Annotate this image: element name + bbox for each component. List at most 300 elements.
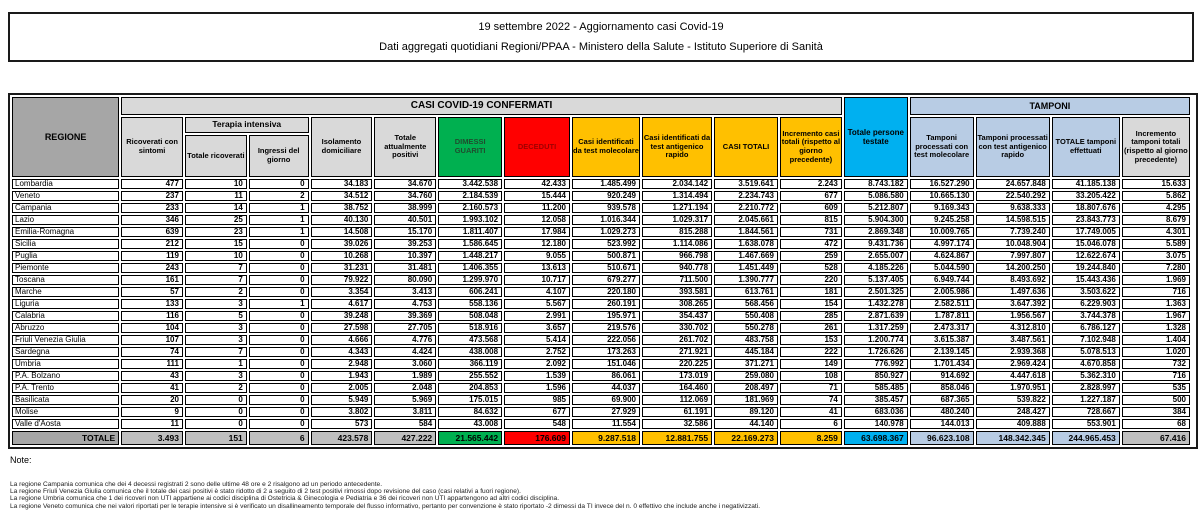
value-cell: 6.786.127 [1052, 323, 1120, 333]
value-cell: 2 [185, 287, 247, 297]
value-cell: 13.613 [504, 263, 570, 273]
value-cell: 483.758 [714, 335, 778, 345]
value-cell: 9.245.258 [910, 215, 974, 225]
value-cell: 219.576 [572, 323, 640, 333]
value-cell: 44.037 [572, 383, 640, 393]
column-header-totale-attualmente-positivi: Totale attualmente positivi [374, 117, 436, 177]
total-value-cell: 427.222 [374, 431, 436, 445]
value-cell: 1.969 [1122, 275, 1190, 285]
value-cell: 3.442.538 [438, 179, 502, 189]
value-cell: 1.844.561 [714, 227, 778, 237]
value-cell: 1.271.194 [642, 203, 712, 213]
value-cell: 2.869.348 [844, 227, 908, 237]
value-cell: 4.776 [374, 335, 436, 345]
total-value-cell: 21.565.442 [438, 431, 502, 445]
column-header-ingressi-del-giorno: Ingressi del giorno [249, 135, 309, 177]
value-cell: 12.622.674 [1052, 251, 1120, 261]
value-cell: 8.493.692 [976, 275, 1050, 285]
value-cell: 677 [780, 191, 842, 201]
note-line: La regione Campania comunica che dei 4 decessi registrati 2 sono delle ultime 48 ore e 2 risalgono ad un periodo antecedente. [10, 481, 383, 488]
value-cell: 140.978 [844, 419, 908, 429]
table-row [12, 203, 1190, 213]
total-value-cell: 9.287.518 [572, 431, 640, 445]
value-cell: 1 [249, 215, 309, 225]
value-cell: 1.432.278 [844, 299, 908, 309]
value-cell: 1.404 [1122, 335, 1190, 345]
total-value-cell: 8.259 [780, 431, 842, 445]
value-cell: 84.632 [438, 407, 502, 417]
total-section [12, 431, 1190, 445]
table-row [12, 359, 1190, 369]
total-value-cell: 22.169.273 [714, 431, 778, 445]
value-cell: 1.029.317 [642, 215, 712, 225]
value-cell: 3.503.622 [1052, 287, 1120, 297]
value-cell: 38.752 [311, 203, 373, 213]
total-label-cell: TOTALE [12, 431, 119, 445]
value-cell: 74 [780, 395, 842, 405]
total-value-cell: 148.342.345 [976, 431, 1050, 445]
value-cell: 22.540.292 [976, 191, 1050, 201]
value-cell: 477 [121, 179, 183, 189]
table-row [12, 311, 1190, 321]
total-value-cell: 6 [249, 431, 309, 445]
value-cell: 15.046.078 [1052, 239, 1120, 249]
value-cell: 518.916 [438, 323, 502, 333]
value-cell: 677 [504, 407, 570, 417]
value-cell: 5.212.807 [844, 203, 908, 213]
value-cell: 4.107 [504, 287, 570, 297]
region-name-cell: Sardegna [12, 347, 119, 357]
table-row [12, 395, 1190, 405]
value-cell: 776.992 [844, 359, 908, 369]
value-cell: 2.184.539 [438, 191, 502, 201]
value-cell: 815.288 [642, 227, 712, 237]
value-cell: 523.992 [572, 239, 640, 249]
value-cell: 3.413 [374, 287, 436, 297]
value-cell: 0 [249, 287, 309, 297]
value-cell: 16.527.290 [910, 179, 974, 189]
region-name-cell: P.A. Bolzano [12, 371, 119, 381]
region-name-cell: Puglia [12, 251, 119, 261]
value-cell: 445.184 [714, 347, 778, 357]
value-cell: 7.739.240 [976, 227, 1050, 237]
value-cell: 1.701.434 [910, 359, 974, 369]
value-cell: 1 [185, 359, 247, 369]
value-cell: 687.365 [910, 395, 974, 405]
value-cell: 41 [121, 383, 183, 393]
column-header-totale-persone-testate: Totale persone testate [844, 97, 908, 177]
value-cell: 1.467.669 [714, 251, 778, 261]
value-cell: 11 [185, 191, 247, 201]
value-cell: 285 [780, 311, 842, 321]
value-cell: 271.921 [642, 347, 712, 357]
value-cell: 243 [121, 263, 183, 273]
value-cell: 7.280 [1122, 263, 1190, 273]
value-cell: 248.427 [976, 407, 1050, 417]
value-cell: 472 [780, 239, 842, 249]
value-cell: 9.055 [504, 251, 570, 261]
group-header-casi-confermati: CASI COVID-19 CONFERMATI [121, 97, 842, 115]
value-cell: 89.120 [714, 407, 778, 417]
value-cell: 1.943 [311, 371, 373, 381]
column-header-incremento-casi: Incremento casi totali (rispetto al giorno precedente) [780, 117, 842, 177]
value-cell: 1.406.355 [438, 263, 502, 273]
title-line-source: Dati aggregati quotidiani Regioni/PPAA - Ministero della Salute - Istituto Superiore di Sanità [379, 40, 823, 53]
value-cell: 24.657.848 [976, 179, 1050, 189]
column-header-casi-test-antigenico: Casi identificati da test antigenico rapido [642, 117, 712, 177]
value-cell: 5.414 [504, 335, 570, 345]
value-cell: 354.437 [642, 311, 712, 321]
value-cell: 0 [249, 311, 309, 321]
column-header-regione: REGIONE [12, 97, 119, 177]
value-cell: 716 [1122, 287, 1190, 297]
value-cell: 3.647.392 [976, 299, 1050, 309]
table-row [12, 215, 1190, 225]
table-row [12, 347, 1190, 357]
value-cell: 393.581 [642, 287, 712, 297]
value-cell: 10.665.130 [910, 191, 974, 201]
value-cell: 346 [121, 215, 183, 225]
value-cell: 11 [121, 419, 183, 429]
value-cell: 716 [1122, 371, 1190, 381]
value-cell: 1 [249, 203, 309, 213]
value-cell: 2.582.511 [910, 299, 974, 309]
column-header-deceduti: DECEDUTI [504, 117, 570, 177]
column-header-dimessi-guariti: DIMESSI GUARITI [438, 117, 502, 177]
value-cell: 3 [185, 323, 247, 333]
total-value-cell: 63.698.367 [844, 431, 908, 445]
value-cell: 2 [249, 191, 309, 201]
value-cell: 173.263 [572, 347, 640, 357]
value-cell: 539.822 [976, 395, 1050, 405]
value-cell: 255.552 [438, 371, 502, 381]
group-header-tamponi: TAMPONI [910, 97, 1190, 115]
region-name-cell: Molise [12, 407, 119, 417]
value-cell: 15 [185, 239, 247, 249]
value-cell: 2.160.573 [438, 203, 502, 213]
value-cell: 4.301 [1122, 227, 1190, 237]
value-cell: 112.069 [642, 395, 712, 405]
value-cell: 261.702 [642, 335, 712, 345]
total-value-cell: 12.881.755 [642, 431, 712, 445]
value-cell: 330.702 [642, 323, 712, 333]
value-cell: 535 [1122, 383, 1190, 393]
value-cell: 111 [121, 359, 183, 369]
value-cell: 5.078.513 [1052, 347, 1120, 357]
note-line: La regione Friuli Venezia Giulia comunica che il totale dei casi positivi è stato ridotto di 2 a seguito di 2 test positivi rimossi dopo revisione del caso (casi relativi a fuori regione). [10, 488, 521, 496]
value-cell: 2.828.997 [1052, 383, 1120, 393]
value-cell: 15.444 [504, 191, 570, 201]
value-cell: 2.139.145 [910, 347, 974, 357]
value-cell: 195.971 [572, 311, 640, 321]
column-header-totale-ricoverati: Totale ricoverati [185, 135, 247, 177]
value-cell: 939.578 [572, 203, 640, 213]
value-cell: 34.512 [311, 191, 373, 201]
value-cell: 222.056 [572, 335, 640, 345]
table-header [12, 97, 1190, 177]
value-cell: 0 [249, 359, 309, 369]
value-cell: 57 [121, 287, 183, 297]
value-cell: 731 [780, 227, 842, 237]
total-value-cell: 423.578 [311, 431, 373, 445]
value-cell: 164.460 [642, 383, 712, 393]
value-cell: 41 [780, 407, 842, 417]
value-cell: 1.497.636 [976, 287, 1050, 297]
value-cell: 1.956.567 [976, 311, 1050, 321]
value-cell: 508.048 [438, 311, 502, 321]
value-cell: 39.248 [311, 311, 373, 321]
value-cell: 0 [249, 179, 309, 189]
value-cell: 116 [121, 311, 183, 321]
value-cell: 0 [249, 383, 309, 393]
region-name-cell: Friuli Venezia Giulia [12, 335, 119, 345]
notes-title: Note: [10, 455, 32, 465]
region-name-cell: Valle d'Aosta [12, 419, 119, 429]
region-name-cell: Marche [12, 287, 119, 297]
value-cell: 1.726.626 [844, 347, 908, 357]
value-cell: 2.092 [504, 359, 570, 369]
value-cell: 5.044.590 [910, 263, 974, 273]
value-cell: 1.299.970 [438, 275, 502, 285]
value-cell: 12.180 [504, 239, 570, 249]
value-cell: 9.638.333 [976, 203, 1050, 213]
value-cell: 510.671 [572, 263, 640, 273]
value-cell: 17.749.005 [1052, 227, 1120, 237]
value-cell: 220.225 [642, 359, 712, 369]
value-cell: 14.200.250 [976, 263, 1050, 273]
value-cell: 0 [249, 335, 309, 345]
value-cell: 10.048.904 [976, 239, 1050, 249]
value-cell: 0 [249, 419, 309, 429]
value-cell: 149 [780, 359, 842, 369]
value-cell: 0 [249, 251, 309, 261]
total-value-cell: 244.965.453 [1052, 431, 1120, 445]
value-cell: 2.005 [311, 383, 373, 393]
value-cell: 10.397 [374, 251, 436, 261]
value-cell: 2.948 [311, 359, 373, 369]
value-cell: 550.278 [714, 323, 778, 333]
value-cell: 548 [504, 419, 570, 429]
value-cell: 27.598 [311, 323, 373, 333]
value-cell: 153 [780, 335, 842, 345]
table-row [12, 383, 1190, 393]
value-cell: 5.362.310 [1052, 371, 1120, 381]
value-cell: 0 [249, 347, 309, 357]
value-cell: 220 [780, 275, 842, 285]
value-cell: 5.567 [504, 299, 570, 309]
column-header-casi-test-molecolare: Casi identificati da test molecolare [572, 117, 640, 177]
region-name-cell: Umbria [12, 359, 119, 369]
value-cell: 1.485.499 [572, 179, 640, 189]
value-cell: 3 [185, 371, 247, 381]
value-cell: 1.328 [1122, 323, 1190, 333]
value-cell: 33.205.422 [1052, 191, 1120, 201]
value-cell: 1.596 [504, 383, 570, 393]
value-cell: 61.191 [642, 407, 712, 417]
value-cell: 0 [185, 407, 247, 417]
value-cell: 20 [121, 395, 183, 405]
value-cell: 220.180 [572, 287, 640, 297]
value-cell: 6.229.903 [1052, 299, 1120, 309]
value-cell: 43.008 [438, 419, 502, 429]
value-cell: 1.638.078 [714, 239, 778, 249]
value-cell: 10.268 [311, 251, 373, 261]
total-value-cell: 151 [185, 431, 247, 445]
table-row [12, 191, 1190, 201]
value-cell: 43 [121, 371, 183, 381]
value-cell: 0 [249, 371, 309, 381]
value-cell: 3.615.387 [910, 335, 974, 345]
region-name-cell: Sicilia [12, 239, 119, 249]
value-cell: 222 [780, 347, 842, 357]
value-cell: 1.029.273 [572, 227, 640, 237]
value-cell: 480.240 [910, 407, 974, 417]
table-row [12, 371, 1190, 381]
value-cell: 11.200 [504, 203, 570, 213]
value-cell: 108 [780, 371, 842, 381]
value-cell: 528 [780, 263, 842, 273]
value-cell: 27.705 [374, 323, 436, 333]
value-cell: 2.034.142 [642, 179, 712, 189]
value-cell: 385.457 [844, 395, 908, 405]
value-cell: 3.487.561 [976, 335, 1050, 345]
value-cell: 0 [249, 323, 309, 333]
value-cell: 133 [121, 299, 183, 309]
value-cell: 550.408 [714, 311, 778, 321]
region-name-cell: Abruzzo [12, 323, 119, 333]
value-cell: 384 [1122, 407, 1190, 417]
value-cell: 4.447.618 [976, 371, 1050, 381]
region-name-cell: Emilia-Romagna [12, 227, 119, 237]
covid-table [10, 95, 1192, 447]
value-cell: 68 [1122, 419, 1190, 429]
column-header-tamponi-molecolare: Tamponi processati con test molecolare [910, 117, 974, 177]
value-cell: 609 [780, 203, 842, 213]
value-cell: 161 [121, 275, 183, 285]
value-cell: 7 [185, 347, 247, 357]
note-line: La regione Veneto comunica che nei valori riportati per le terapie intensive si è verificato un disallineamento temporale del flusso informativo, pertanto per convenzione è stato riportato -2 dimessi da TI invece del n. 0 effettivo che include anche i negativizzati. [10, 502, 761, 510]
value-cell: 4.295 [1122, 203, 1190, 213]
value-cell: 0 [185, 419, 247, 429]
table-row [12, 287, 1190, 297]
value-cell: 4.624.867 [910, 251, 974, 261]
value-cell: 2.939.368 [976, 347, 1050, 357]
value-cell: 1.970.951 [976, 383, 1050, 393]
value-cell: 18.807.676 [1052, 203, 1120, 213]
value-cell: 0 [185, 395, 247, 405]
table-row [12, 419, 1190, 429]
table-row [12, 227, 1190, 237]
value-cell: 1.317.259 [844, 323, 908, 333]
value-cell: 1.787.811 [910, 311, 974, 321]
column-header-ricoverati-con-sintomi: Ricoverati con sintomi [121, 117, 183, 177]
value-cell: 1.811.407 [438, 227, 502, 237]
value-cell: 985 [504, 395, 570, 405]
value-cell: 260.191 [572, 299, 640, 309]
value-cell: 7.102.948 [1052, 335, 1120, 345]
value-cell: 1.363 [1122, 299, 1190, 309]
value-cell: 39.253 [374, 239, 436, 249]
value-cell: 1 [249, 227, 309, 237]
value-cell: 1.016.344 [572, 215, 640, 225]
value-cell: 10.717 [504, 275, 570, 285]
value-cell: 5.904.300 [844, 215, 908, 225]
value-cell: 212 [121, 239, 183, 249]
region-name-cell: Liguria [12, 299, 119, 309]
value-cell: 5.969 [374, 395, 436, 405]
value-cell: 31.231 [311, 263, 373, 273]
value-cell: 34.760 [374, 191, 436, 201]
value-cell: 233 [121, 203, 183, 213]
value-cell: 69.900 [572, 395, 640, 405]
value-cell: 38.999 [374, 203, 436, 213]
region-rows [12, 179, 1190, 429]
value-cell: 2.752 [504, 347, 570, 357]
value-cell: 639 [121, 227, 183, 237]
value-cell: 107 [121, 335, 183, 345]
value-cell: 7.997.807 [976, 251, 1050, 261]
value-cell: 15.633 [1122, 179, 1190, 189]
value-cell: 7 [185, 263, 247, 273]
value-cell: 40.130 [311, 215, 373, 225]
value-cell: 5.589 [1122, 239, 1190, 249]
value-cell: 613.761 [714, 287, 778, 297]
value-cell: 15.170 [374, 227, 436, 237]
total-value-cell: 3.493 [121, 431, 183, 445]
total-row [12, 431, 1190, 445]
value-cell: 850.927 [844, 371, 908, 381]
table-row [12, 239, 1190, 249]
table-row [12, 275, 1190, 285]
value-cell: 3 [185, 299, 247, 309]
value-cell: 10.009.765 [910, 227, 974, 237]
value-cell: 119 [121, 251, 183, 261]
value-cell: 2 [185, 383, 247, 393]
value-cell: 1.967 [1122, 311, 1190, 321]
value-cell: 181 [780, 287, 842, 297]
column-header-tamponi-antigenico: Tamponi processati con test antigenico rapido [976, 117, 1050, 177]
value-cell: 3.060 [374, 359, 436, 369]
value-cell: 6 [780, 419, 842, 429]
value-cell: 815 [780, 215, 842, 225]
value-cell: 2.991 [504, 311, 570, 321]
value-cell: 144.013 [910, 419, 974, 429]
value-cell: 3 [185, 335, 247, 345]
total-value-cell: 67.416 [1122, 431, 1190, 445]
value-cell: 1.993.102 [438, 215, 502, 225]
value-cell: 151.046 [572, 359, 640, 369]
value-cell: 858.046 [910, 383, 974, 393]
value-cell: 558.136 [438, 299, 502, 309]
table-row [12, 323, 1190, 333]
value-cell: 4.997.174 [910, 239, 974, 249]
value-cell: 104 [121, 323, 183, 333]
value-cell: 1.227.187 [1052, 395, 1120, 405]
value-cell: 3.657 [504, 323, 570, 333]
value-cell: 3.354 [311, 287, 373, 297]
value-cell: 34.183 [311, 179, 373, 189]
value-cell: 940.778 [642, 263, 712, 273]
value-cell: 19.244.840 [1052, 263, 1120, 273]
group-header-terapia-intensiva: Terapia intensiva [185, 117, 309, 133]
value-cell: 5.086.580 [844, 191, 908, 201]
value-cell: 14.598.515 [976, 215, 1050, 225]
value-cell: 86.061 [572, 371, 640, 381]
value-cell: 3.811 [374, 407, 436, 417]
value-cell: 11.554 [572, 419, 640, 429]
value-cell: 2.048 [374, 383, 436, 393]
value-cell: 208.497 [714, 383, 778, 393]
